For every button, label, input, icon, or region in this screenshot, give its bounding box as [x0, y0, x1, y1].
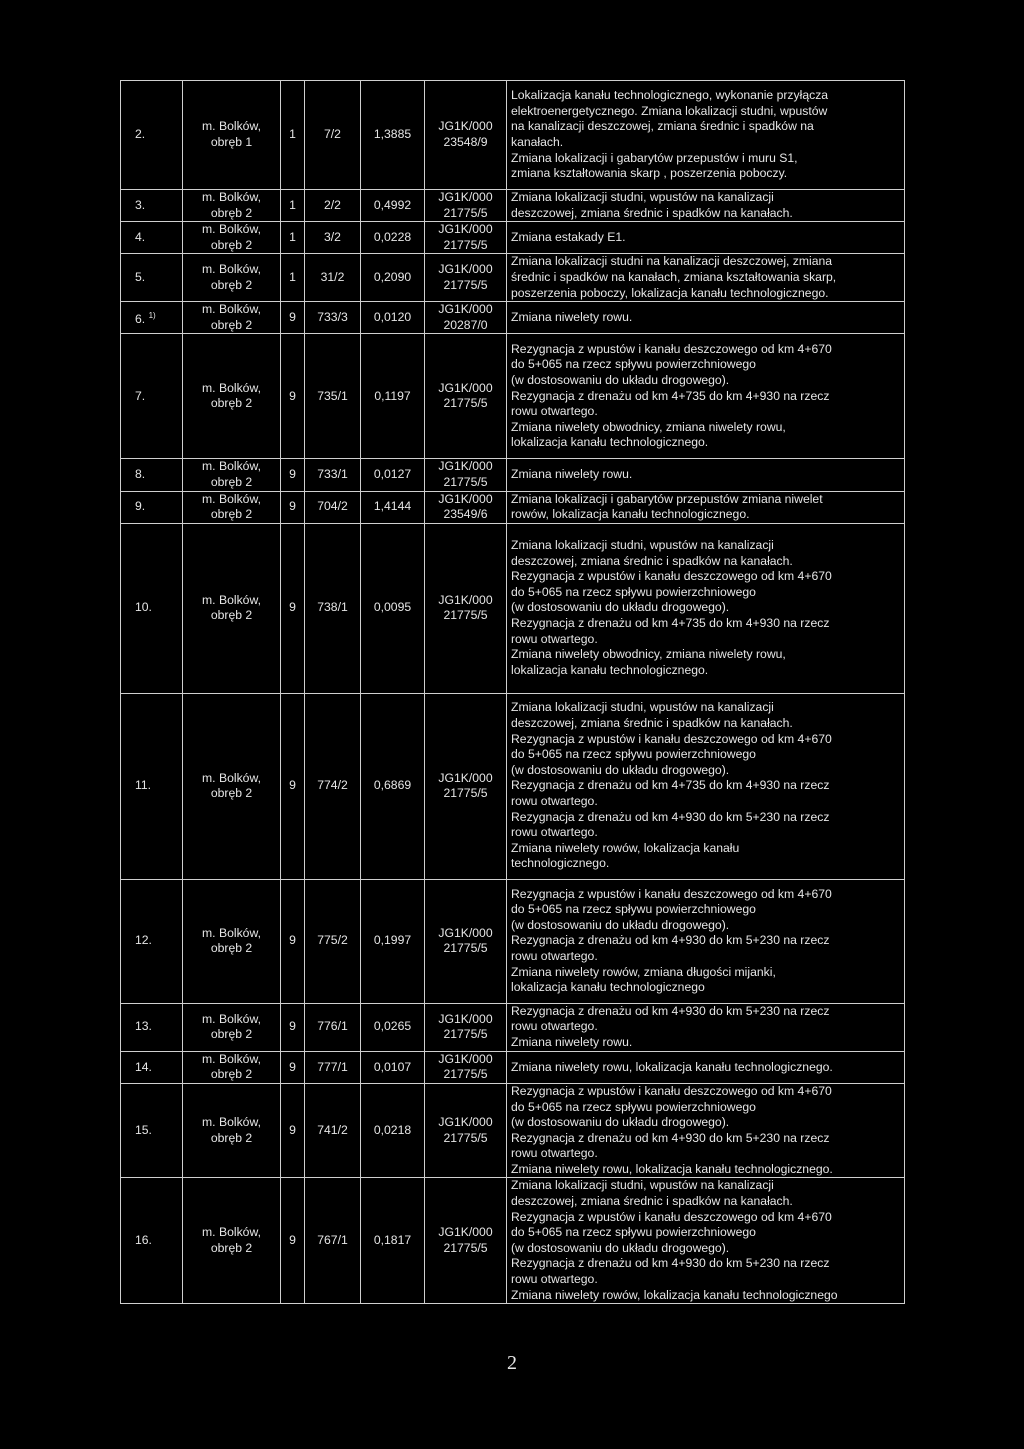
map-sheet-cell: 9: [281, 879, 305, 1003]
parcel-area-cell: 0,1197: [361, 334, 425, 459]
land-register-cell: [425, 459, 507, 491]
parcel-area-cell: 1,3885: [361, 81, 425, 190]
land-register-number: 21775/5: [443, 1130, 488, 1145]
description-line: kanałach.: [511, 135, 564, 149]
description-line: deszczowej, zmiana średnic i spadków na kanałach.: [511, 716, 793, 731]
table-row: [121, 879, 905, 1003]
description-line: Rezygnacja z drenażu od km 4+930 do km 5+230 na rzecz: [511, 1003, 830, 1018]
precinct-name: obręb 2: [210, 1027, 253, 1042]
row-number: 2.: [135, 127, 146, 142]
location-cell: [183, 879, 281, 1003]
description-line: (w dostosowaniu do układu drogowego).: [511, 600, 730, 615]
land-register-prefix: JG1K/000: [438, 380, 493, 395]
row-number: 5.: [135, 269, 146, 284]
parcel-area-cell: 0,0218: [361, 1083, 425, 1178]
town-name: m. Bolków,: [202, 190, 261, 204]
land-register-number: 21775/5: [443, 608, 488, 623]
table-row: [121, 1003, 905, 1051]
description-line: Rezygnacja z wpustów i kanału deszczowego od km 4+670: [511, 731, 832, 746]
row-number-cell: [121, 1051, 183, 1083]
description-line: deszczowej, zmiana średnic i spadków na kanałach.: [511, 553, 793, 568]
change-description-cell: [507, 334, 905, 459]
change-description-cell: [507, 491, 905, 523]
land-register-prefix: JG1K/000: [438, 770, 493, 785]
land-register-cell: [425, 254, 507, 302]
land-register-prefix: JG1K/000: [438, 1011, 493, 1026]
row-number: 12.: [135, 933, 152, 948]
parcel-area-cell: 0,1817: [361, 1178, 425, 1304]
row-number-cell: [121, 302, 183, 334]
parcel-number-cell: 2/2: [305, 190, 361, 222]
land-register-cell: [425, 222, 507, 254]
description-line: Zmiana niwelety obwodnicy, zmiana niwelety rowu,: [511, 419, 786, 434]
location-cell: [183, 1003, 281, 1051]
change-description-cell: [507, 190, 905, 222]
row-number: 16.: [135, 1233, 152, 1248]
parcel-number-cell: 774/2: [305, 693, 361, 879]
change-description-cell: [507, 693, 905, 879]
row-number-cell: [121, 1083, 183, 1178]
location-cell: [183, 190, 281, 222]
land-register-cell: [425, 523, 507, 693]
row-number: 14.: [135, 1059, 152, 1074]
description-line: Zmiana lokalizacji studni, wpustów na kanalizacji: [511, 538, 774, 553]
location-cell: [183, 523, 281, 693]
table-row: [121, 1178, 905, 1304]
description-line: Zmiana niwelety rowu, lokalizacja kanału technologicznego.: [511, 1161, 833, 1176]
precinct-name: obręb 2: [210, 507, 253, 522]
table-row: [121, 1083, 905, 1178]
change-description-cell: [507, 1083, 905, 1178]
footnote-marker: 1): [148, 310, 156, 320]
location-cell: [183, 693, 281, 879]
description-line: Zmiana lokalizacji i gabarytów przepustów zmiana niwelet: [511, 491, 823, 506]
town-name: m. Bolków,: [202, 1115, 261, 1130]
description-line: zmiana kształtowania skarp , poszerzenia poboczy.: [511, 166, 788, 181]
town-name: m. Bolków,: [202, 491, 261, 506]
description-line: Rezygnacja z wpustów i kanału deszczowego od km 4+670: [511, 886, 832, 901]
precinct-name: obręb 2: [210, 1067, 253, 1082]
row-number-cell: [121, 1178, 183, 1304]
description-line: (w dostosowaniu do układu drogowego).: [511, 762, 730, 777]
map-sheet-cell: 9: [281, 1051, 305, 1083]
parcel-area-cell: 0,0265: [361, 1003, 425, 1051]
parcel-area-cell: 0,2090: [361, 254, 425, 302]
change-description-cell: [507, 1178, 905, 1304]
map-sheet-cell: 1: [281, 254, 305, 302]
table-row: [121, 491, 905, 523]
change-description-cell: [507, 302, 905, 334]
land-register-cell: [425, 81, 507, 190]
parcel-number-cell: 31/2: [305, 254, 361, 302]
land-register-cell: [425, 302, 507, 334]
row-number-cell: [121, 254, 183, 302]
land-register-prefix: JG1K/000: [438, 1051, 493, 1066]
land-register-prefix: JG1K/000: [438, 222, 493, 237]
land-register-cell: [425, 693, 507, 879]
description-line: Zmiana niwelety rowów, lokalizacja kanału technologicznego: [511, 1287, 838, 1302]
table-row: [121, 254, 905, 302]
town-name: m. Bolków,: [202, 380, 261, 395]
description-line: rowu otwartego.: [511, 794, 598, 809]
parcel-area-cell: 0,0120: [361, 302, 425, 334]
description-line: Zmiana niwelety rowów, lokalizacja kanału: [511, 840, 740, 855]
location-cell: [183, 334, 281, 459]
description-line: do 5+065 na rzecz spływu powierzchniowego: [511, 357, 756, 372]
town-name: m. Bolków,: [202, 1051, 261, 1066]
parcel-number-cell: 704/2: [305, 491, 361, 523]
land-register-number: 21775/5: [443, 1027, 488, 1042]
row-number-cell: [121, 222, 183, 254]
row-number: 9.: [135, 499, 146, 514]
land-register-number: 21775/5: [443, 1067, 488, 1082]
change-description-cell: [507, 879, 905, 1003]
description-line: lokalizacja kanału technologicznego.: [511, 435, 709, 450]
parcel-area-cell: 0,0095: [361, 523, 425, 693]
change-description-cell: [507, 81, 905, 190]
land-register-prefix: JG1K/000: [438, 262, 493, 277]
description-line: na kanalizacji deszczowej, zmiana średnic i spadków na: [511, 119, 814, 134]
precinct-name: obręb 2: [210, 205, 253, 220]
description-line: Rezygnacja z drenażu od km 4+735 do km 4+930 na rzecz: [511, 778, 830, 793]
town-name: m. Bolków,: [202, 1011, 261, 1026]
description-line: Zmiana niwelety obwodnicy, zmiana niwelety rowu,: [511, 647, 786, 662]
map-sheet-cell: 1: [281, 222, 305, 254]
land-register-cell: [425, 1178, 507, 1304]
parcel-number-cell: 767/1: [305, 1178, 361, 1304]
row-number-cell: [121, 491, 183, 523]
land-register-prefix: JG1K/000: [438, 592, 493, 607]
map-sheet-cell: 9: [281, 1003, 305, 1051]
change-description-cell: [507, 1051, 905, 1083]
description-line: (w dostosowaniu do układu drogowego).: [511, 1240, 730, 1255]
town-name: m. Bolków,: [202, 925, 261, 940]
description-line: deszczowej, zmiana średnic i spadków na kanałach.: [511, 1194, 793, 1209]
description-line: Zmiana lokalizacji studni na kanalizacji deszczowej, zmiana: [511, 254, 833, 269]
town-name: m. Bolków,: [202, 592, 261, 607]
town-name: m. Bolków,: [202, 1225, 261, 1240]
table-row: [121, 81, 905, 190]
land-register-number: 21775/5: [443, 786, 488, 801]
change-description-cell: [507, 523, 905, 693]
town-name: m. Bolków,: [202, 222, 261, 237]
parcel-area-cell: 0,0228: [361, 222, 425, 254]
table-row: [121, 190, 905, 222]
parcel-area-cell: 0,4992: [361, 190, 425, 222]
row-number-cell: [121, 879, 183, 1003]
table-row: [121, 334, 905, 459]
location-cell: [183, 302, 281, 334]
description-line: Rezygnacja z drenażu od km 4+930 do km 5+230 na rzecz: [511, 1130, 830, 1145]
parcel-area-cell: 0,0107: [361, 1051, 425, 1083]
description-line: rowu otwartego.: [511, 631, 598, 646]
land-register-cell: [425, 1083, 507, 1178]
parcel-number-cell: 7/2: [305, 81, 361, 190]
precinct-name: obręb 2: [210, 1240, 253, 1255]
description-line: Rezygnacja z wpustów i kanału deszczowego od km 4+670: [511, 569, 832, 584]
description-line: Rezygnacja z drenażu od km 4+735 do km 4+930 na rzecz: [511, 616, 830, 631]
row-number: 11.: [135, 778, 152, 793]
land-register-number: 21775/5: [443, 1240, 488, 1255]
town-name: m. Bolków,: [202, 262, 261, 277]
description-line: Rezygnacja z wpustów i kanału deszczowego od km 4+670: [511, 1083, 832, 1098]
land-register-prefix: JG1K/000: [438, 190, 493, 204]
town-name: m. Bolków,: [202, 459, 261, 474]
parcel-changes-table: [120, 80, 905, 1304]
land-register-prefix: JG1K/000: [438, 302, 493, 317]
precinct-name: obręb 2: [210, 941, 253, 956]
location-cell: [183, 1051, 281, 1083]
land-register-number: 23548/9: [443, 135, 488, 149]
map-sheet-cell: 9: [281, 523, 305, 693]
description-line: deszczowej, zmiana średnic i spadków na kanałach.: [511, 205, 793, 220]
precinct-name: obręb 2: [210, 277, 253, 292]
row-number: 6.: [135, 311, 146, 326]
land-register-cell: [425, 334, 507, 459]
land-register-cell: [425, 1051, 507, 1083]
location-cell: [183, 491, 281, 523]
description-line: do 5+065 na rzecz spływu powierzchniowego: [511, 902, 756, 917]
table-row: [121, 459, 905, 491]
row-number: 15.: [135, 1122, 152, 1137]
map-sheet-cell: 9: [281, 334, 305, 459]
parcel-number-cell: 775/2: [305, 879, 361, 1003]
description-line: Zmiana niwelety rowu, lokalizacja kanału technologicznego.: [511, 1059, 833, 1074]
table-row: [121, 693, 905, 879]
description-line: średnic i spadków na kanałach, zmiana kształtowania skarp,: [511, 269, 837, 284]
parcel-number-cell: 733/3: [305, 302, 361, 334]
precinct-name: obręb 2: [210, 317, 253, 332]
description-line: poszerzenia poboczy, lokalizacja kanału technologicznego.: [511, 285, 829, 300]
description-line: do 5+065 na rzecz spływu powierzchniowego: [511, 747, 756, 762]
description-line: rowu otwartego.: [511, 1272, 598, 1287]
description-line: Rezygnacja z wpustów i kanału deszczowego od km 4+670: [511, 1209, 832, 1224]
map-sheet-cell: 1: [281, 190, 305, 222]
row-number-cell: [121, 190, 183, 222]
precinct-name: obręb 2: [210, 608, 253, 623]
description-line: rowu otwartego.: [511, 1146, 598, 1161]
parcel-area-cell: 0,6869: [361, 693, 425, 879]
land-register-cell: [425, 879, 507, 1003]
description-line: Zmiana niwelety rowu.: [511, 1035, 633, 1050]
description-line: Zmiana lokalizacji studni, wpustów na kanalizacji: [511, 1178, 774, 1193]
description-line: Zmiana niwelety rowów, zmiana długości mijanki,: [511, 964, 776, 979]
parcel-number-cell: 738/1: [305, 523, 361, 693]
row-number-cell: [121, 693, 183, 879]
town-name: m. Bolków,: [202, 770, 261, 785]
row-number-cell: [121, 1003, 183, 1051]
row-number-cell: [121, 334, 183, 459]
description-line: lokalizacja kanału technologicznego.: [511, 662, 709, 677]
parcel-number-cell: 741/2: [305, 1083, 361, 1178]
location-cell: [183, 1083, 281, 1178]
description-line: Zmiana niwelety rowu.: [511, 467, 633, 482]
description-line: do 5+065 na rzecz spływu powierzchniowego: [511, 1225, 756, 1240]
land-register-number: 20287/0: [443, 317, 488, 332]
table-row: [121, 222, 905, 254]
precinct-name: obręb 2: [210, 1130, 253, 1145]
row-number: 10.: [135, 600, 152, 615]
land-register-number: 21775/5: [443, 941, 488, 956]
page-number: 2: [507, 1352, 517, 1374]
land-register-number: 21775/5: [443, 237, 488, 252]
map-sheet-cell: 1: [281, 81, 305, 190]
row-number-cell: [121, 523, 183, 693]
map-sheet-cell: 9: [281, 491, 305, 523]
location-cell: [183, 459, 281, 491]
location-cell: [183, 81, 281, 190]
precinct-name: obręb 2: [210, 237, 253, 252]
description-line: rowu otwartego.: [511, 1019, 598, 1034]
row-number-cell: [121, 459, 183, 491]
description-line: Zmiana estakady E1.: [511, 229, 626, 244]
description-line: Lokalizacja kanału technologicznego, wykonanie przyłącza: [511, 88, 829, 103]
description-line: Rezygnacja z drenażu od km 4+930 do km 5+230 na rzecz: [511, 933, 830, 948]
description-line: rowu otwartego.: [511, 949, 598, 964]
description-line: Zmiana lokalizacji studni, wpustów na kanalizacji: [511, 190, 774, 204]
land-register-cell: [425, 1003, 507, 1051]
description-line: (w dostosowaniu do układu drogowego).: [511, 917, 730, 932]
map-sheet-cell: 9: [281, 459, 305, 491]
description-line: rowów, lokalizacja kanału technologicznego.: [511, 507, 750, 522]
parcel-number-cell: 777/1: [305, 1051, 361, 1083]
description-line: Rezygnacja z drenażu od km 4+930 do km 5+230 na rzecz: [511, 1256, 830, 1271]
map-sheet-cell: 9: [281, 1083, 305, 1178]
land-register-prefix: JG1K/000: [438, 119, 493, 134]
map-sheet-cell: 9: [281, 302, 305, 334]
change-description-cell: [507, 222, 905, 254]
change-description-cell: [507, 1003, 905, 1051]
precinct-name: obręb 2: [210, 474, 253, 489]
description-line: rowu otwartego.: [511, 825, 598, 840]
parcel-area-cell: 0,1997: [361, 879, 425, 1003]
table-row: [121, 1051, 905, 1083]
description-line: technologicznego.: [511, 856, 610, 871]
row-number: 13.: [135, 1019, 152, 1034]
town-name: m. Bolków,: [202, 302, 261, 317]
table-row: [121, 302, 905, 334]
land-register-prefix: JG1K/000: [438, 491, 493, 506]
land-register-cell: [425, 491, 507, 523]
land-register-prefix: JG1K/000: [438, 925, 493, 940]
precinct-name: obręb 1: [210, 135, 253, 149]
location-cell: [183, 1178, 281, 1304]
row-number: 8.: [135, 467, 146, 482]
description-line: (w dostosowaniu do układu drogowego).: [511, 1115, 730, 1130]
map-sheet-cell: 9: [281, 1178, 305, 1304]
description-line: (w dostosowaniu do układu drogowego).: [511, 372, 730, 387]
precinct-name: obręb 2: [210, 786, 253, 801]
land-register-cell: [425, 190, 507, 222]
description-line: Rezygnacja z wpustów i kanału deszczowego od km 4+670: [511, 341, 832, 356]
parcel-number-cell: 733/1: [305, 459, 361, 491]
description-line: Rezygnacja z drenażu od km 4+735 do km 4+930 na rzecz: [511, 388, 830, 403]
description-line: Zmiana lokalizacji i gabarytów przepustów i muru S1,: [511, 150, 798, 165]
land-register-number: 23549/6: [443, 507, 488, 522]
land-register-prefix: JG1K/000: [438, 1225, 493, 1240]
description-line: do 5+065 na rzecz spływu powierzchniowego: [511, 584, 756, 599]
parcel-area-cell: 1,4144: [361, 491, 425, 523]
precinct-name: obręb 2: [210, 396, 253, 411]
change-description-cell: [507, 459, 905, 491]
land-register-prefix: JG1K/000: [438, 1115, 493, 1130]
row-number: 3.: [135, 197, 146, 212]
land-register-number: 21775/5: [443, 277, 488, 292]
location-cell: [183, 254, 281, 302]
parcel-area-cell: 0,0127: [361, 459, 425, 491]
location-cell: [183, 222, 281, 254]
land-register-number: 21775/5: [443, 396, 488, 411]
land-register-number: 21775/5: [443, 205, 488, 220]
description-line: do 5+065 na rzecz spływu powierzchniowego: [511, 1099, 756, 1114]
description-line: Rezygnacja z drenażu od km 4+930 do km 5+230 na rzecz: [511, 809, 830, 824]
row-number: 7.: [135, 388, 146, 403]
parcel-number-cell: 735/1: [305, 334, 361, 459]
description-line: elektroenergetycznego. Zmiana lokalizacji studni, wpustów: [511, 103, 828, 118]
land-register-number: 21775/5: [443, 474, 488, 489]
table-row: [121, 523, 905, 693]
row-number-cell: [121, 81, 183, 190]
land-register-prefix: JG1K/000: [438, 459, 493, 474]
description-line: Zmiana niwelety rowu.: [511, 309, 633, 324]
row-number: 4.: [135, 229, 146, 244]
parcel-number-cell: 3/2: [305, 222, 361, 254]
town-name: m. Bolków,: [202, 119, 261, 134]
description-line: Zmiana lokalizacji studni, wpustów na kanalizacji: [511, 700, 774, 715]
change-description-cell: [507, 254, 905, 302]
description-line: lokalizacja kanału technologicznego: [511, 980, 705, 995]
description-line: rowu otwartego.: [511, 404, 598, 419]
map-sheet-cell: 9: [281, 693, 305, 879]
parcel-number-cell: 776/1: [305, 1003, 361, 1051]
